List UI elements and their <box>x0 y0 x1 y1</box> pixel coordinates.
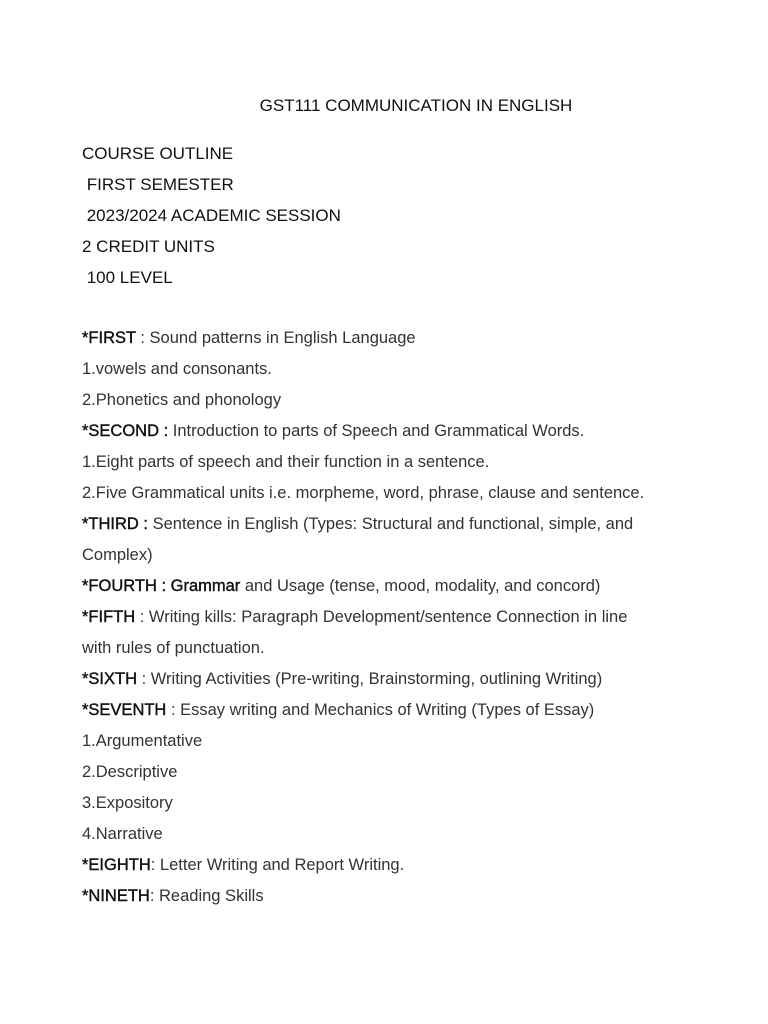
topic-fourth <box>82 571 682 602</box>
topic-key: *EIGHTH <box>82 856 151 874</box>
topic-text: : Reading Skills <box>149 887 264 905</box>
topic-eighth <box>82 850 682 881</box>
topic-text: : Sound patterns in English Language <box>135 329 416 347</box>
topic-fifth-continued: with rules of punctuation. <box>82 639 265 657</box>
course-outline-label: COURSE OUTLINE <box>82 144 234 163</box>
topic-text: : Writing Activities (Pre-writing, Brainstorming, outlining Writing) <box>137 670 603 688</box>
topic-sixth <box>82 664 682 695</box>
course-outline-list <box>82 323 682 912</box>
topic-third <box>82 509 682 540</box>
topic-key: *NINETH <box>82 887 150 905</box>
semester-label: FIRST SEMESTER <box>82 175 234 194</box>
topic-third-continued: Complex) <box>82 546 153 564</box>
credit-units-label: 2 CREDIT UNITS <box>82 237 215 256</box>
topic-key: *SEVENTH <box>82 701 167 719</box>
topic-text: : Essay writing and Mechanics of Writing (Types of Essay) <box>166 701 595 719</box>
session-label: 2023/2024 ACADEMIC SESSION <box>82 206 341 225</box>
topic-key: *THIRD : <box>82 515 148 533</box>
list-item: 1.vowels and consonants. <box>82 360 272 378</box>
topic-text: : Letter Writing and Report Writing. <box>150 856 405 874</box>
topic-fifth <box>82 602 682 633</box>
topic-text: Introduction to parts of Speech and Grammatical Words. <box>168 422 585 440</box>
document-title: GST111 COMMUNICATION IN ENGLISH <box>259 96 573 115</box>
list-item: 1.Eight parts of speech and their function in a sentence. <box>82 453 490 471</box>
list-item: 4.Narrative <box>82 825 163 843</box>
topic-text: Sentence in English (Types: Structural and functional, simple, and <box>148 515 634 533</box>
list-item: 2.Descriptive <box>82 763 178 781</box>
topic-text: and Usage (tense, mood, modality, and concord) <box>240 577 601 595</box>
topic-text: : Writing kills: Paragraph Development/sentence Connection in line <box>135 608 628 626</box>
topic-first <box>82 323 682 354</box>
topic-key: *FIFTH <box>82 608 136 626</box>
topic-seventh <box>82 695 682 726</box>
list-item: 2.Phonetics and phonology <box>82 391 282 409</box>
topic-key: *SIXTH <box>82 670 138 688</box>
topic-nineth <box>82 881 682 912</box>
topic-key: *FOURTH : Grammar <box>82 577 241 595</box>
list-item: 3.Expository <box>82 794 173 812</box>
topic-key: *FIRST <box>82 329 136 347</box>
list-item: 1.Argumentative <box>82 732 203 750</box>
topic-key: *SECOND : <box>82 422 169 440</box>
course-info <box>82 138 341 293</box>
level-label: 100 LEVEL <box>82 268 173 287</box>
topic-second <box>82 416 682 447</box>
list-item: 2.Five Grammatical units i.e. morpheme, word, phrase, clause and sentence. <box>82 484 645 502</box>
